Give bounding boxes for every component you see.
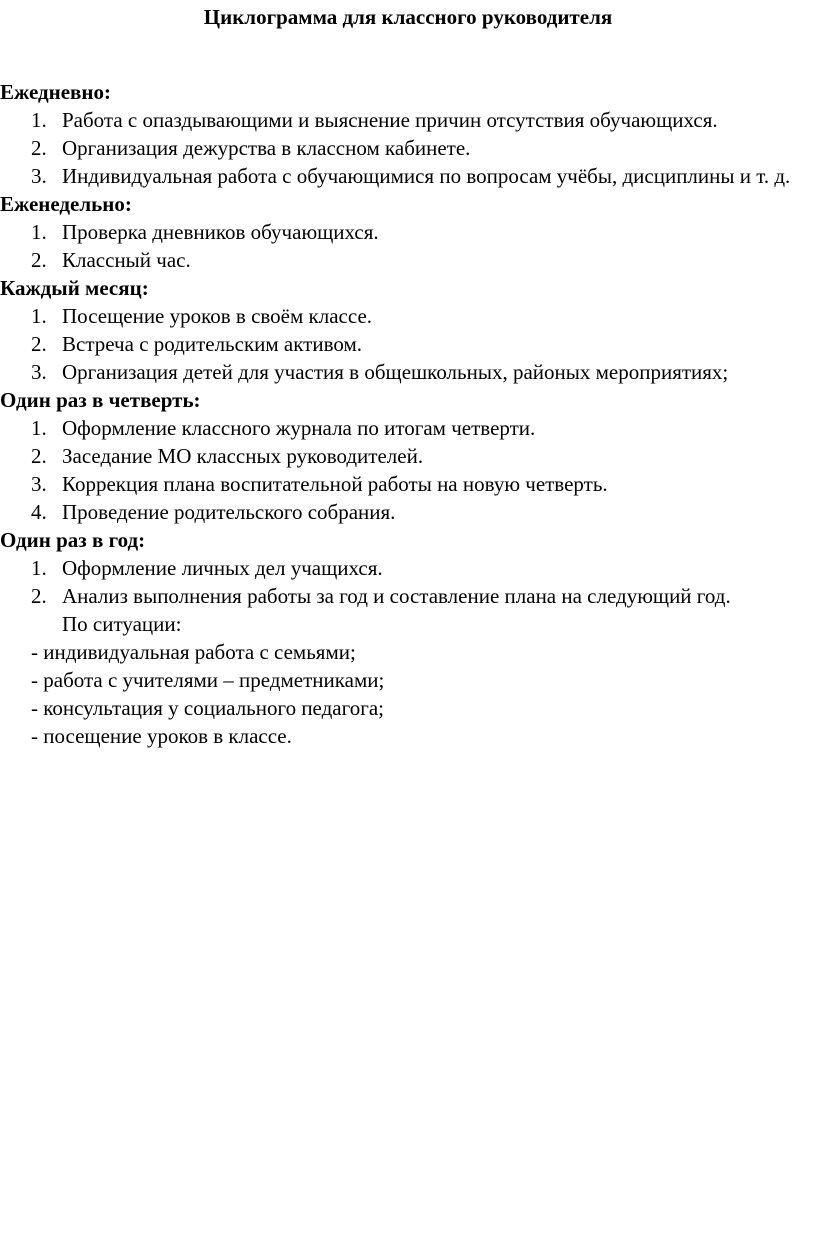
list-item-text: Анализ выполнения работы за год и составление плана на следующий год. <box>62 584 731 608</box>
list-item <box>0 470 816 498</box>
numbered-list <box>0 414 816 526</box>
list-item <box>0 554 816 582</box>
list-item-text: Посещение уроков в своём классе. <box>62 304 373 328</box>
list-item-number: 2. <box>31 444 47 468</box>
list-item <box>0 414 816 442</box>
list-item-number: 4. <box>31 500 47 524</box>
list-item-text: Оформление личных дел учащихся. <box>62 556 383 580</box>
list-item <box>0 218 816 246</box>
list-item-text: Встреча с родительским активом. <box>62 332 363 356</box>
list-item <box>0 134 816 162</box>
numbered-list <box>0 302 816 386</box>
list-item: - индивидуальная работа с семьями; <box>31 640 356 664</box>
list-item-text: Коррекция плана воспитательной работы на новую четверть. <box>62 472 608 496</box>
numbered-list <box>0 554 816 610</box>
list-item-text: Оформление классного журнала по итогам четверти. <box>62 416 536 440</box>
section-heading: Еженедельно: <box>0 192 132 216</box>
list-item: - консультация у социального педагога; <box>31 696 384 720</box>
list-item-number: 3. <box>31 360 47 384</box>
situational-label: По ситуации: <box>62 612 182 636</box>
list-item-number: 1. <box>31 416 47 440</box>
list-item-text: Классный час. <box>62 248 191 272</box>
list-item: - работа с учителями – предметниками; <box>31 668 385 692</box>
list-item <box>0 246 816 274</box>
document-content <box>0 78 816 750</box>
section-daily <box>0 78 816 190</box>
list-item-number: 1. <box>31 108 47 132</box>
section-heading: Один раз в год: <box>0 528 146 552</box>
list-item-number: 3. <box>31 164 47 188</box>
numbered-list <box>0 218 816 274</box>
list-item-text: Работа с опаздывающими и выяснение причин отсутствия обучающихся. <box>62 108 718 132</box>
list-item-number: 2. <box>31 332 47 356</box>
list-item: - посещение уроков в классе. <box>31 724 292 748</box>
section-heading: Ежедневно: <box>0 80 111 104</box>
list-item <box>0 442 816 470</box>
list-item-text: Проведение родительского собрания. <box>62 500 396 524</box>
numbered-list <box>0 106 816 190</box>
list-item-number: 2. <box>31 136 47 160</box>
list-item <box>0 582 816 610</box>
document-title: Циклограмма для классного руководителя <box>203 5 613 29</box>
section-heading: Один раз в четверть: <box>0 388 201 412</box>
section-weekly <box>0 190 816 274</box>
list-item-text: Индивидуальная работа с обучающимися по вопросам учёбы, дисциплины и т. д. <box>62 164 791 188</box>
section-yearly <box>0 526 816 750</box>
list-item <box>0 106 816 134</box>
list-item-number: 1. <box>31 556 47 580</box>
section-quarterly <box>0 386 816 526</box>
list-item <box>0 302 816 330</box>
list-item-text: Проверка дневников обучающихся. <box>62 220 379 244</box>
list-item <box>0 330 816 358</box>
list-item-text: Заседание МО классных руководителей. <box>62 444 424 468</box>
list-item-number: 1. <box>31 220 47 244</box>
list-item <box>0 162 816 190</box>
list-item-number: 3. <box>31 472 47 496</box>
section-monthly <box>0 274 816 386</box>
situational-list <box>0 638 816 750</box>
list-item <box>0 498 816 526</box>
list-item-text: Организация дежурства в классном кабинете. <box>62 136 471 160</box>
section-heading: Каждый месяц: <box>0 276 149 300</box>
list-item-number: 2. <box>31 248 47 272</box>
list-item-text: Организация детей для участия в общешкольных, районых мероприятиях; <box>62 360 729 384</box>
list-item-number: 2. <box>31 584 47 608</box>
list-item <box>0 358 816 386</box>
list-item-number: 1. <box>31 304 47 328</box>
